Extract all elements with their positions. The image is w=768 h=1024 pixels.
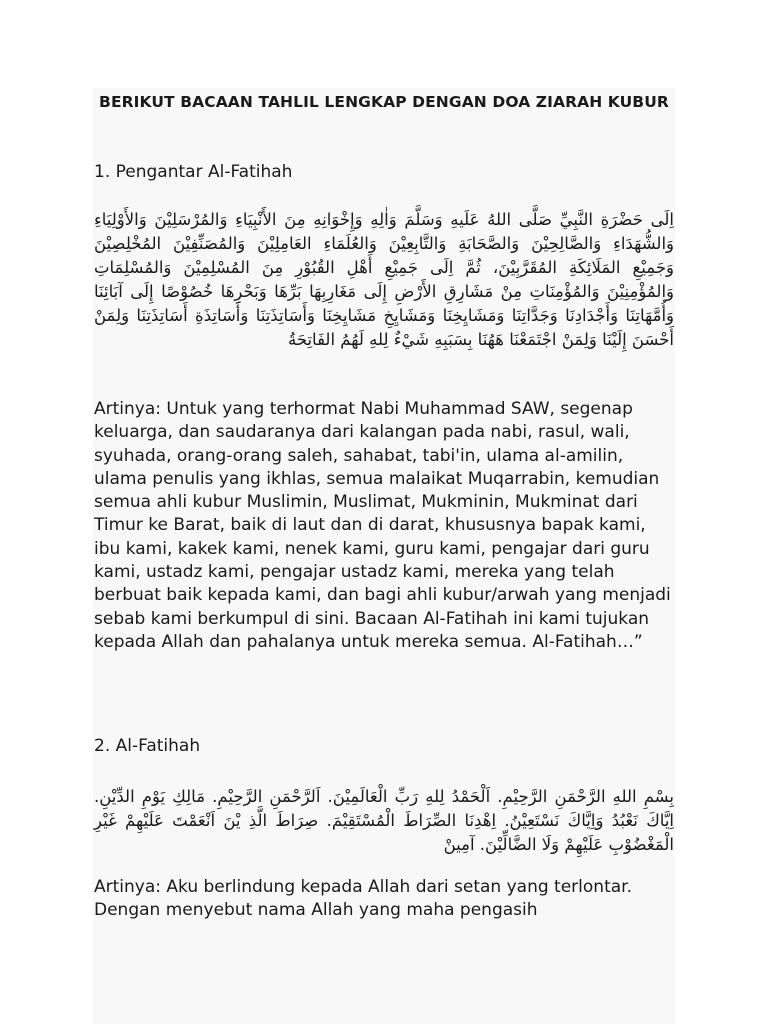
arabic-text-pengantar: اِلَى حَضْرَةِ النَّبِيِّ صَلَّى اللهُ عَلَيهِ وَسَلَّمَ وَاٰلِهِ وَإِخْوَانِهِ مِنَ الأَنْبِيَاءِ وَالمُرْسَلِيْنَ وَالأَوْلِيَاءِ وَالشُّهَدَاءِ وَالصَّالِحِيْنَ وَالصَّحَابَةِ وَالتَّابِعِيْنَ وَالعُلَمَاءِ العَامِلِيْنَ وَالمُصَنِّفِيْنَ المُخْلِصِيْنَ وَجَمِيْعِ المَلَائِكَةِ المُقَرَّبِيْنَ، ثُمَّ اِلَى جَمِيْعِ أَهْلِ القُبُوْرِ مِنَ المُسْلِمِيْنَ وَالمُسْلِمَاتِ وَالمُؤْمِنِيْنَ وَالمُؤْمِنَاتِ مِنْ مَشَارِقِ الأَرْضِ إِلَى مَغَارِبِهَا بَرِّهَا وَبَحْرِهَا خُصُوْصًا إِلَى آبَائِنَا وَأُمَّهَاتِنَا وَأَجْدَادِنَا وَجَدَّاتِنَا وَمَشَايِخِنَا وَمَشَايِخِ مَشَايِخِنَا وَأَسَاتِذَتِنَا وَأَسَاتِذَةِ أَسَاتِذَتِنَا وَلِمَنْ أَحْسَنَ إِلَيْنَا وَلِمَنْ اجْتَمَعْنَا هَهُنَا بِسَبَبِهِ شَيْءٌ لِلهِ لَهُمُ الفَاتِحَةُ bbox=[94, 210, 674, 349]
arabic-text-al-fatihah: بِسْمِ اللهِ الرَّحْمَنِ الرَّحِيْمِ. اَلْحَمْدُ لِلهِ رَبِّ الْعَالَمِيْنَ. اَلرَّحْمَنِ الرَّحِيْمِ. مَالِكِ يَوْمِ الدِّيْنِ. اِيَّاكَ نَعْبُدُ وَاِيَّاكَ نَسْتَعِيْنُ. اِهْدِنَا الصِّرَاطَ الْمُسْتَقِيْمَ. صِرَاطَ الَّذِ يْنَ اَنْعَمْتَ عَلَيْهِمْ غَيْرِ الْمَغْضُوْبِ عَلَيْهِمْ وَلَا الضَّالِّيْنَ. آمِينْ bbox=[94, 787, 674, 854]
document-page bbox=[93, 88, 675, 1024]
translation-al-fatihah: Artinya: Aku berlindung kepada Allah dari setan yang terlontar. Dengan menyebut nama Allah yang maha pengasih bbox=[94, 877, 632, 921]
translation-pengantar: Artinya: Untuk yang terhormat Nabi Muhammad SAW, segenap keluarga, dan saudaranya dari kalangan pada nabi, rasul, wali, syuhada, orang-orang saleh, sahabat, tabi'in, ulama al-amilin, ulama penulis yang ikhlas, semua malaikat Muqarrabin, kemudian semua ahli kubur Muslimin, Muslimat, Mukminin, Mukminat dari Timur ke Barat, baik di laut dan di darat, khususnya bapak kami, ibu kami, kakek kami, nenek kami, guru kami, pengajar dari guru kami, ustadz kami, pengajar ustadz kami, mereka yang telah berbuat baik kepada kami, dan bagi ahli kubur/arwah yang menjadi sebab kami berkumpul di sini. Bacaan Al-Fatihah ini kami tujukan kepada Allah dan pahalanya untuk mereka semua. Al-Fatihah…” bbox=[94, 399, 671, 652]
document-content bbox=[94, 88, 674, 921]
section-heading-al-fatihah: 2. Al-Fatihah bbox=[94, 736, 201, 756]
document-title: BERIKUT BACAAN TAHLIL LENGKAP DENGAN DOA ZIARAH KUBUR bbox=[99, 93, 669, 111]
section-heading-pengantar: 1. Pengantar Al-Fatihah bbox=[94, 162, 293, 182]
